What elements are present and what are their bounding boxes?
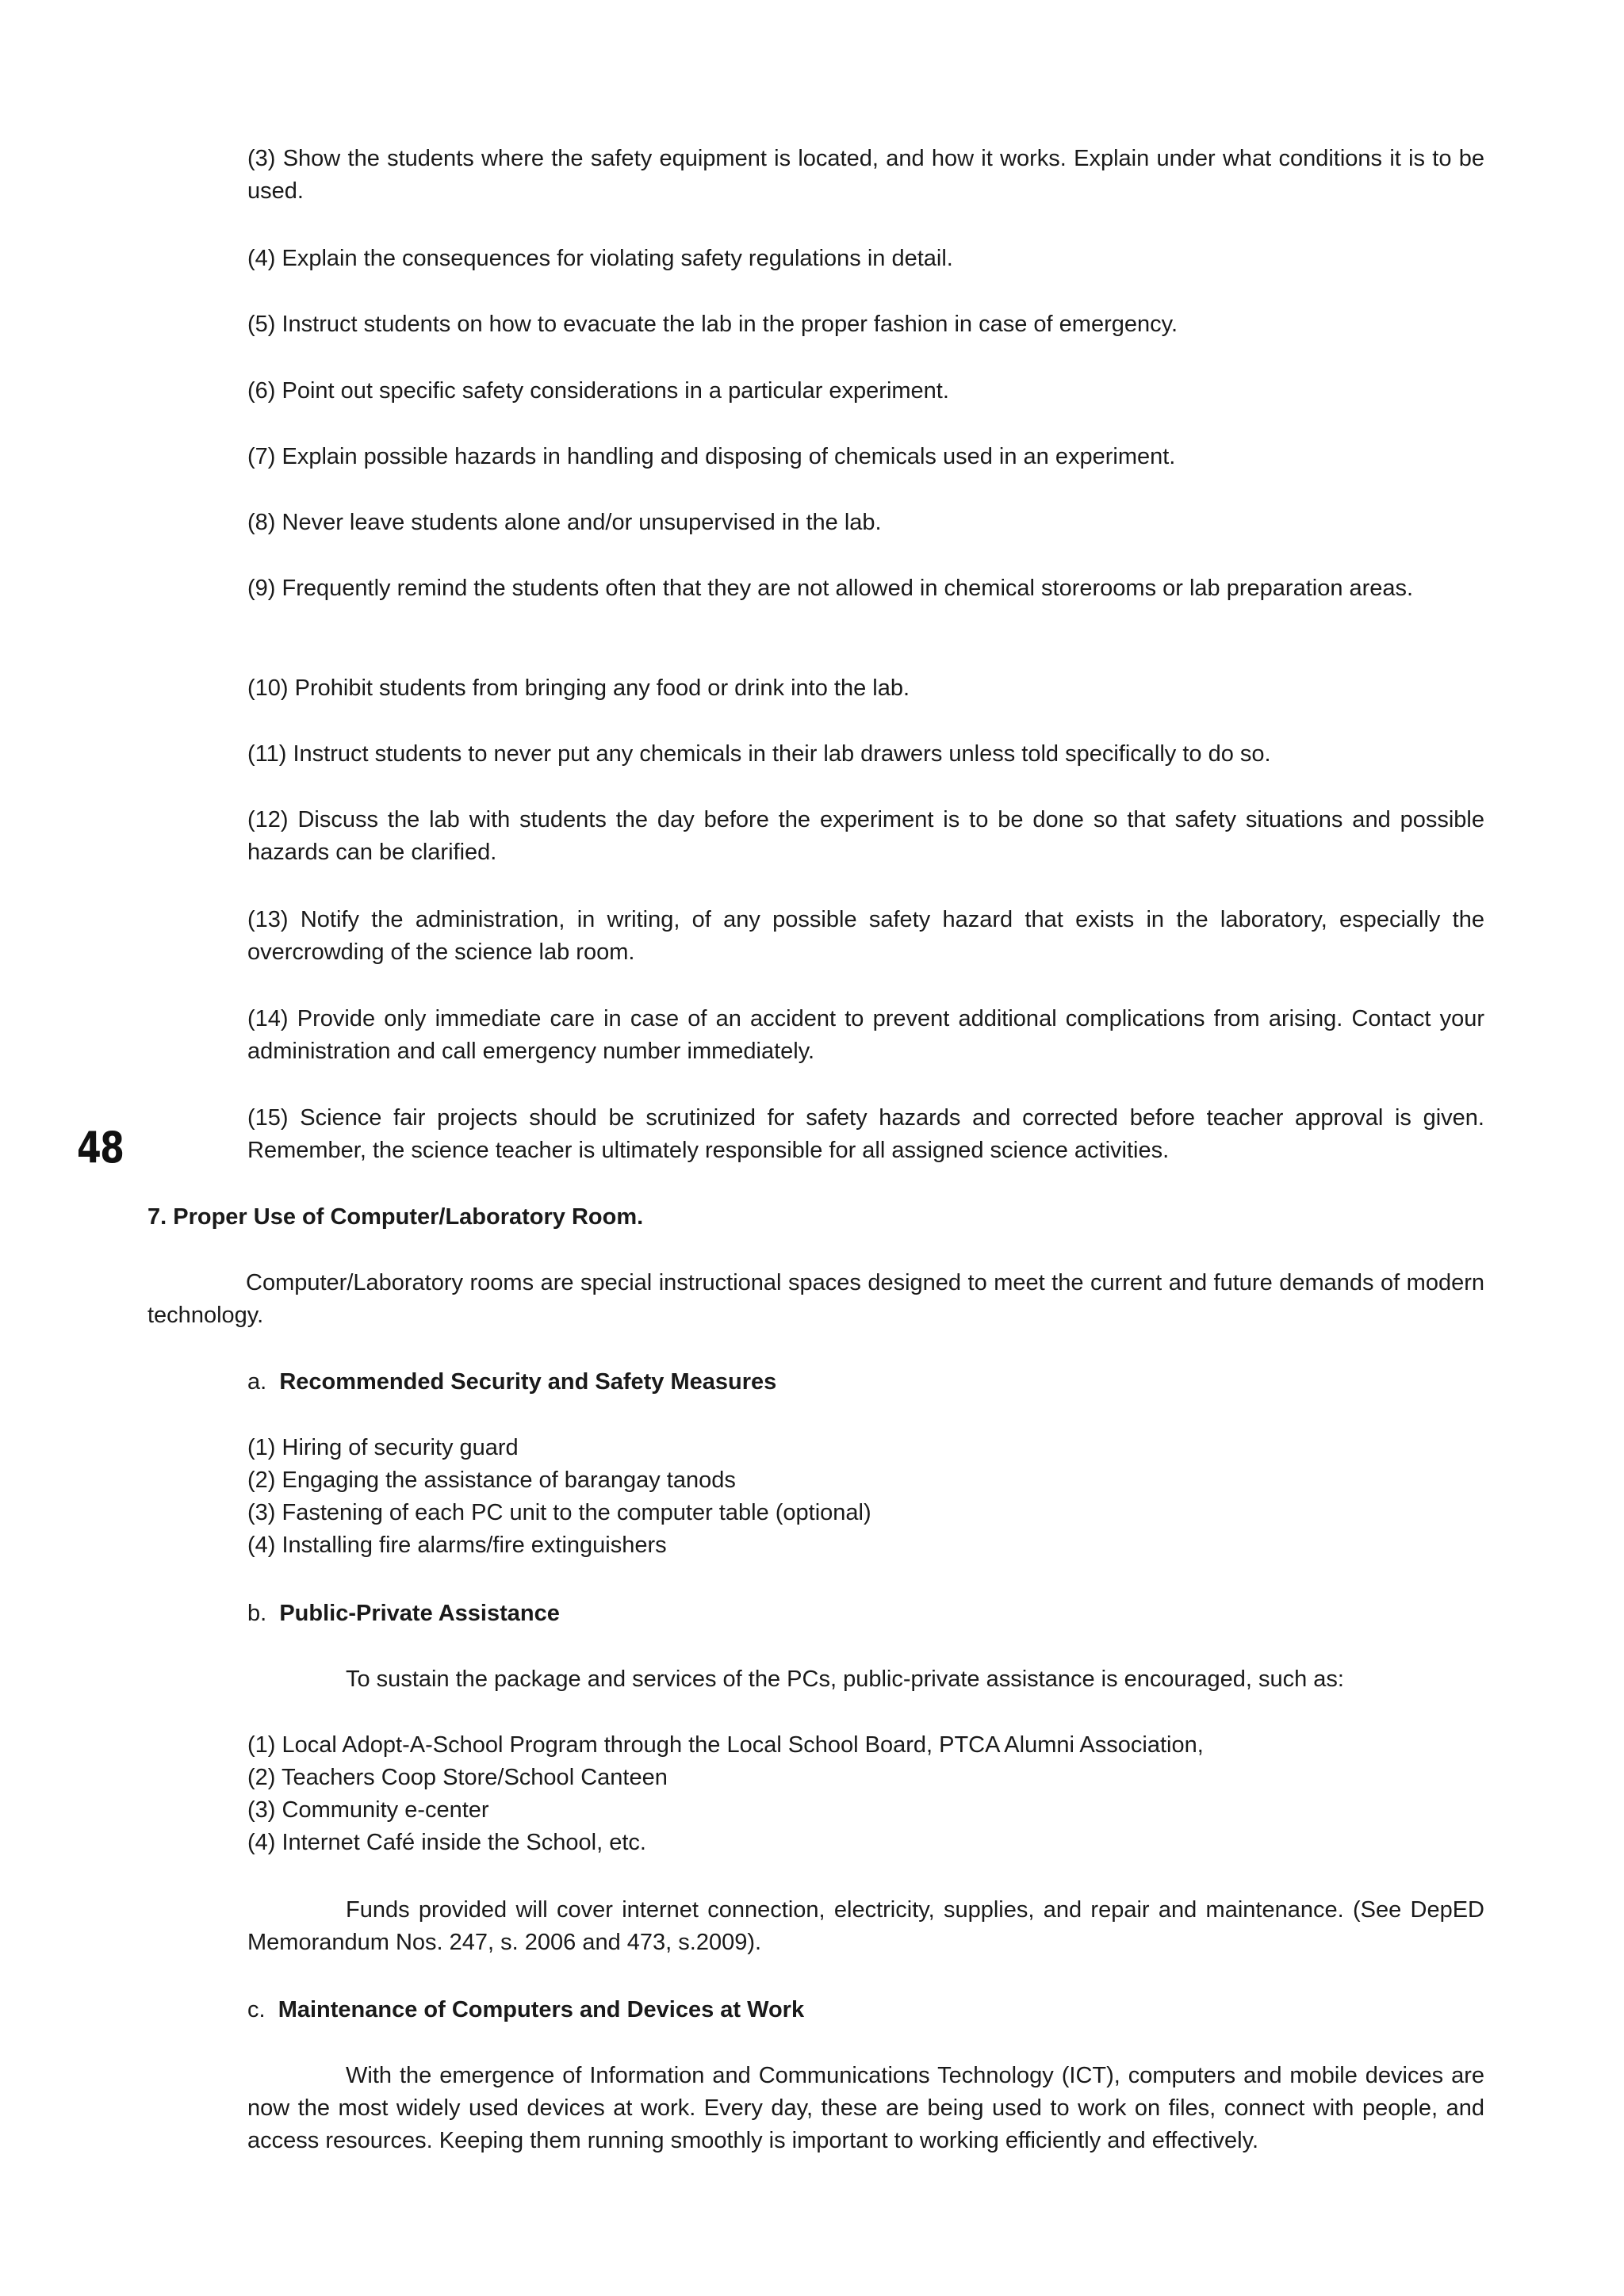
list-item: (3) Community e-center <box>247 1797 489 1823</box>
list-item-7: (7) Explain possible hazards in handling and disposing of chemicals used in an experiment. <box>247 444 1176 469</box>
list-item: (2) Engaging the assistance of barangay tanods <box>247 1468 736 1493</box>
list-item-9: (9) Frequently remind the students often that they are not allowed in chemical storerooms or lab preparation areas. <box>247 576 1414 601</box>
subsection-b-heading <box>247 1598 1484 1630</box>
list-item-12: (12) Discuss the lab with students the day before the experiment is to be done so that safety situations and possible hazards can be clarified. <box>247 807 1484 865</box>
list-item-13: (13) Notify the administration, in writing, of any possible safety hazard that exists in the laboratory, especially the overcrowding of the science lab room. <box>247 907 1484 965</box>
subsection-b-letter: b. <box>247 1601 267 1626</box>
list-item: (2) Teachers Coop Store/School Canteen <box>247 1765 668 1790</box>
list-item-6: (6) Point out specific safety considerations in a particular experiment. <box>247 378 949 404</box>
subsection-a-title: Recommended Security and Safety Measures <box>279 1369 777 1395</box>
subsection-b-intro: To sustain the package and services of the PCs, public-private assistance is encouraged, such as: <box>346 1667 1344 1692</box>
list-item-10: (10) Prohibit students from bringing any food or drink into the lab. <box>247 675 910 701</box>
subsection-c-title: Maintenance of Computers and Devices at Work <box>278 1997 805 2022</box>
subsection-a-heading <box>247 1366 1484 1399</box>
subsection-a-letter: a. <box>247 1369 267 1395</box>
assistance-list <box>247 1729 1484 1859</box>
list-item-3: (3) Show the students where the safety equipment is located, and how it works. Explain under what conditions it is to be used. <box>247 146 1484 204</box>
section-heading: 7. Proper Use of Computer/Laboratory Room. <box>147 1204 644 1230</box>
list-item-15: (15) Science fair projects should be scrutinized for safety hazards and corrected before teacher approval is given. Remember, the science teacher is ultimately responsible for all assigned science activities. <box>247 1105 1484 1163</box>
subsection-b-title: Public-Private Assistance <box>279 1601 560 1626</box>
list-item: (1) Hiring of security guard <box>247 1435 519 1460</box>
list-item: (1) Local Adopt-A-School Program through the Local School Board, PTCA Alumni Association, <box>247 1732 1204 1758</box>
list-item: (4) Internet Café inside the School, etc. <box>247 1830 646 1855</box>
list-item-8: (8) Never leave students alone and/or unsupervised in the lab. <box>247 510 882 535</box>
list-item-4: (4) Explain the consequences for violating safety regulations in detail. <box>247 246 953 271</box>
page-number: 48 <box>77 1123 124 1173</box>
list-item: (4) Installing fire alarms/fire extinguishers <box>247 1533 667 1558</box>
section-intro: Computer/Laboratory rooms are special instructional spaces designed to meet the current and future demands of modern technology. <box>147 1270 1484 1328</box>
subsection-c-letter: c. <box>247 1997 266 2022</box>
security-measures-list <box>247 1432 1484 1562</box>
list-item-5: (5) Instruct students on how to evacuate the lab in the proper fashion in case of emergency. <box>247 312 1178 337</box>
list-item-14: (14) Provide only immediate care in case of an accident to prevent additional complications from arising. Contact your administration and call emergency number immediately. <box>247 1006 1484 1064</box>
subsection-c-body: With the emergence of Information and Communications Technology (ICT), computers and mobile devices are now the most widely used devices at work. Every day, these are being used to work on files, connect with people, and access resources. Keeping them running smoothly is important to working efficiently and effectively. <box>247 2063 1484 2153</box>
list-item: (3) Fastening of each PC unit to the computer table (optional) <box>247 1500 871 1525</box>
list-item-11: (11) Instruct students to never put any chemicals in their lab drawers unless told specifically to do so. <box>247 741 1271 767</box>
funds-paragraph: Funds provided will cover internet connection, electricity, supplies, and repair and maintenance. (See DepED Memorandum Nos. 247, s. 2006 and 473, s.2009). <box>247 1897 1484 1955</box>
subsection-c-heading <box>247 1994 1484 2026</box>
